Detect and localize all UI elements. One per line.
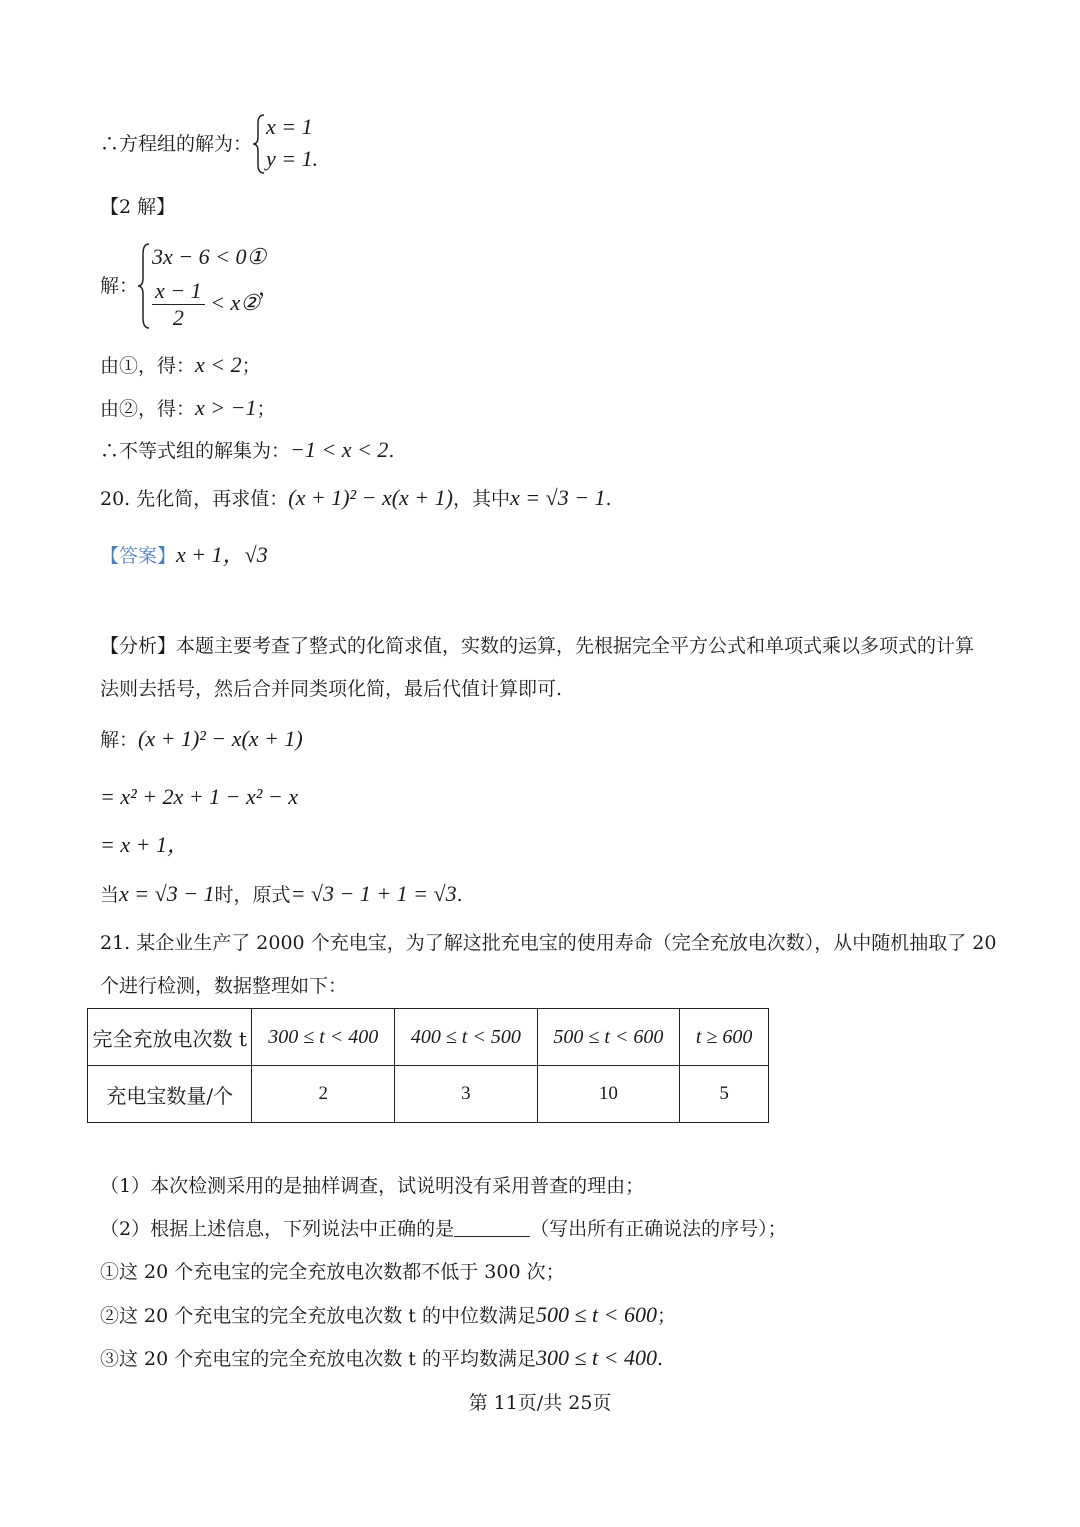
table-header-cell: 500 ≤ t < 600 — [537, 1009, 680, 1066]
derive-1-text: 由①，得： — [100, 355, 196, 377]
system-brace-2 — [137, 242, 151, 330]
analysis-line-1: 【分析】本题主要考查了整式的化简求值，实数的运算，先根据完全平方公式和单项式乘以多项式的计算 — [100, 635, 975, 657]
option-2 — [100, 1302, 676, 1328]
analysis-line-2: 法则去括号，然后合并同类项化简，最后代值计算即可. — [100, 678, 563, 700]
data-table — [87, 1008, 769, 1123]
sub-question-2-hint: （写出所有正确说法的序号）； — [530, 1218, 787, 1240]
solution-expression-line — [100, 726, 303, 752]
q20-text: 20. 先化简，再求值： — [100, 488, 289, 510]
derive-line-2 — [100, 395, 276, 421]
table-header-cell: 400 ≤ t < 500 — [395, 1009, 538, 1066]
conclusion-system-line — [100, 133, 252, 156]
answer-line — [100, 542, 268, 568]
option-2-end: ； — [657, 1305, 677, 1327]
substitution-prefix: 当 — [100, 884, 120, 906]
solution-label: 解： — [100, 275, 139, 297]
option-3-text: ③这 20 个充电宝的完全充放电次数 t 的平均数满足 — [100, 1348, 536, 1370]
derive-1-end: ； — [241, 355, 261, 377]
section-2-heading: 【2 解】 — [100, 196, 176, 218]
derive-1-math: x < 2 — [195, 352, 242, 377]
solution-expression: (x + 1)² − x(x + 1) — [138, 726, 303, 751]
option-3-end: . — [657, 1348, 664, 1370]
table-row — [88, 1066, 769, 1123]
system1-row-y: y = 1 — [266, 146, 313, 171]
solution-step-1: = x² + 2x + 1 − x² − x — [100, 784, 298, 809]
sub-question-1: （1）本次检测采用的是抽样调查，试说明没有采用普查的理由； — [100, 1175, 645, 1197]
question-21-line-2: 个进行检测，数据整理如下： — [100, 975, 348, 997]
substitution-line — [100, 881, 463, 907]
question-20 — [100, 485, 612, 511]
table-header-cell: t ≥ 600 — [680, 1009, 769, 1066]
option-3 — [100, 1345, 663, 1371]
sub-question-2 — [100, 1218, 787, 1241]
inequality-end: . — [388, 440, 395, 462]
inequality-math: −1 < x < 2 — [290, 437, 389, 462]
inequality-solution-line — [100, 437, 394, 463]
table-cell: 2 — [252, 1066, 395, 1123]
system1-period: . — [312, 146, 318, 171]
system2-comma: ， — [258, 275, 281, 300]
option-1: ①这 20 个充电宝的完全充放电次数都不低于 300 次； — [100, 1261, 565, 1283]
table-header-row — [88, 1009, 769, 1066]
q20-condition: x = √3 − 1 — [510, 485, 606, 510]
fraction-denominator: 2 — [172, 305, 184, 331]
derive-line-1 — [100, 352, 261, 378]
option-2-math: 500 ≤ t < 600 — [535, 1302, 658, 1327]
derive-2-text: 由②，得： — [100, 398, 196, 420]
answer-blank — [454, 1218, 530, 1237]
table-row-label: 充电宝数量/个 — [88, 1066, 252, 1123]
table-header-label: 完全充放电次数 t — [88, 1009, 252, 1066]
system2-row1: 3x − 6 < 0① — [152, 244, 267, 269]
option-2-text: ②这 20 个充电宝的完全充放电次数 t 的中位数满足 — [100, 1305, 536, 1327]
answer-label: 【答案】 — [100, 545, 177, 567]
solution-step-2: = x + 1， — [100, 832, 189, 857]
sub-question-2-text: （2）根据上述信息，下列说法中正确的是 — [100, 1218, 455, 1240]
system2-row2 — [152, 278, 260, 332]
answer-value: x + 1，√3 — [176, 542, 268, 567]
system2-fraction — [152, 278, 205, 332]
substitution-condition: x = √3 − 1 — [119, 881, 215, 906]
derive-2-math: x > −1 — [195, 395, 257, 420]
substitution-end: . — [456, 884, 463, 906]
substitution-mid: 时，原式 — [214, 884, 291, 906]
fraction-numerator: x − 1 — [152, 278, 205, 305]
system-brace-1 — [252, 113, 266, 175]
substitution-value: = √3 − 1 + 1 = √3 — [290, 881, 457, 906]
q20-end: . — [605, 488, 612, 510]
q20-mid: ，其中 — [453, 488, 511, 510]
inequality-text: ∴不等式组的解集为： — [100, 440, 291, 462]
page-footer: 第 11页/共 25页 — [468, 1392, 612, 1414]
table-header-cell: 300 ≤ t < 400 — [252, 1009, 395, 1066]
system2-row2-rest: < x② — [210, 289, 260, 315]
question-21-line-1: 21. 某企业生产了 2000 个充电宝，为了解这批充电宝的使用寿命（完全充放电次数），从中随机抽取了 20 — [100, 932, 997, 954]
derive-2-end: ； — [256, 398, 276, 420]
table-cell: 10 — [537, 1066, 680, 1123]
option-3-math: 300 ≤ t < 400 — [535, 1345, 658, 1370]
conclusion-text: ∴方程组的解为： — [100, 133, 253, 155]
table-cell: 3 — [395, 1066, 538, 1123]
system1-row-x: x = 1 — [266, 114, 313, 139]
solution-prefix: 解： — [100, 729, 139, 751]
q20-expression: (x + 1)² − x(x + 1) — [288, 485, 453, 510]
table-cell: 5 — [680, 1066, 769, 1123]
